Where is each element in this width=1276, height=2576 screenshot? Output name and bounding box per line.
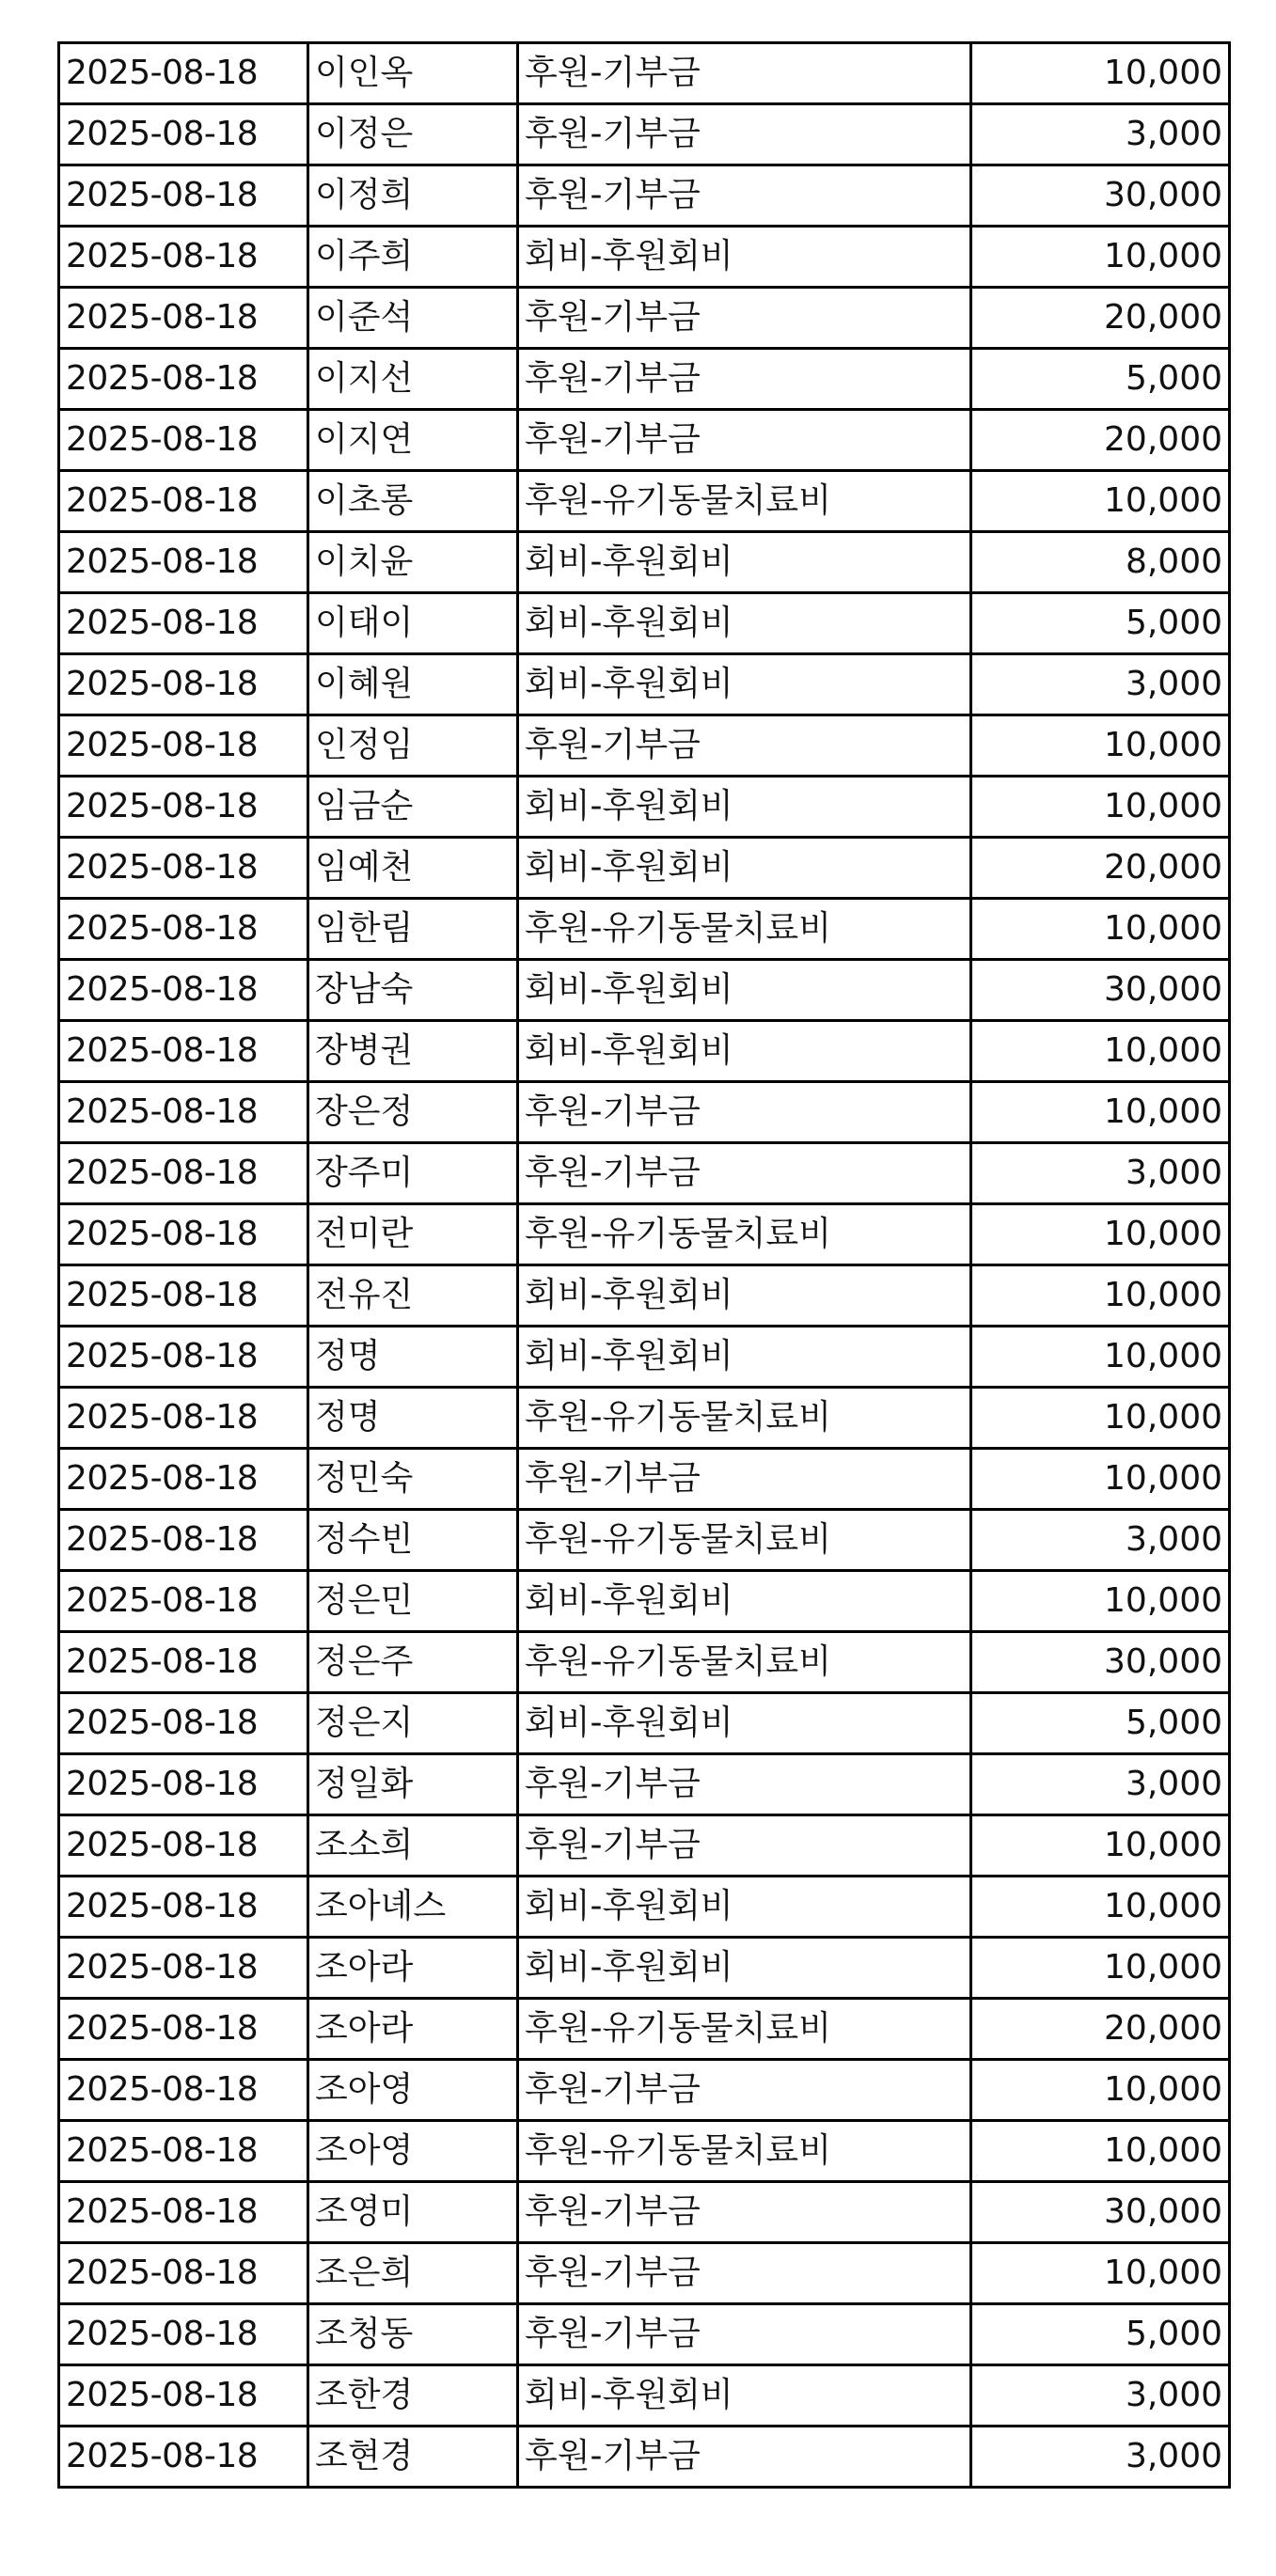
table-row: [59, 1204, 1230, 1265]
date-cell: 2025-08-18: [59, 2060, 308, 2121]
name-cell: 임금순: [308, 777, 518, 838]
amount-cell: 30,000: [971, 165, 1230, 227]
name-cell: 이준석: [308, 288, 518, 349]
date-cell: 2025-08-18: [59, 838, 308, 899]
category-cell: 회비-후원회비: [518, 1693, 971, 1754]
date-cell: 2025-08-18: [59, 1327, 308, 1388]
name-cell: 임예천: [308, 838, 518, 899]
category-cell: 회비-후원회비: [518, 1265, 971, 1327]
name-cell: 정일화: [308, 1754, 518, 1815]
category-cell: 회비-후원회비: [518, 532, 971, 593]
name-cell: 이태이: [308, 593, 518, 654]
category-cell: 회비-후원회비: [518, 1327, 971, 1388]
amount-cell: 10,000: [971, 1327, 1230, 1388]
category-cell: 회비-후원회비: [518, 1571, 971, 1632]
category-cell: 후원-기부금: [518, 288, 971, 349]
name-cell: 정민숙: [308, 1449, 518, 1510]
category-cell: 후원-기부금: [518, 349, 971, 410]
donation-table-body: [59, 43, 1230, 2488]
table-row: [59, 165, 1230, 227]
name-cell: 장병권: [308, 1021, 518, 1082]
table-row: [59, 471, 1230, 532]
name-cell: 조아영: [308, 2121, 518, 2182]
table-row: [59, 2243, 1230, 2304]
date-cell: 2025-08-18: [59, 715, 308, 777]
table-row: [59, 349, 1230, 410]
table-row: [59, 1999, 1230, 2060]
name-cell: 정명: [308, 1388, 518, 1449]
name-cell: 정수빈: [308, 1510, 518, 1571]
amount-cell: 20,000: [971, 288, 1230, 349]
category-cell: 회비-후원회비: [518, 838, 971, 899]
table-row: [59, 1388, 1230, 1449]
date-cell: 2025-08-18: [59, 1021, 308, 1082]
amount-cell: 5,000: [971, 593, 1230, 654]
date-cell: 2025-08-18: [59, 1388, 308, 1449]
date-cell: 2025-08-18: [59, 1143, 308, 1204]
name-cell: 조한경: [308, 2365, 518, 2427]
category-cell: 후원-유기동물치료비: [518, 1632, 971, 1693]
name-cell: 정은주: [308, 1632, 518, 1693]
category-cell: 후원-기부금: [518, 2060, 971, 2121]
table-row: [59, 1265, 1230, 1327]
category-cell: 회비-후원회비: [518, 960, 971, 1021]
date-cell: 2025-08-18: [59, 288, 308, 349]
date-cell: 2025-08-18: [59, 2182, 308, 2243]
table-row: [59, 960, 1230, 1021]
amount-cell: 5,000: [971, 1693, 1230, 1754]
name-cell: 이치윤: [308, 532, 518, 593]
category-cell: 후원-기부금: [518, 1449, 971, 1510]
amount-cell: 20,000: [971, 410, 1230, 471]
date-cell: 2025-08-18: [59, 43, 308, 104]
category-cell: 후원-유기동물치료비: [518, 2121, 971, 2182]
amount-cell: 3,000: [971, 104, 1230, 165]
date-cell: 2025-08-18: [59, 1754, 308, 1815]
date-cell: 2025-08-18: [59, 2121, 308, 2182]
table-row: [59, 1632, 1230, 1693]
category-cell: 후원-기부금: [518, 165, 971, 227]
date-cell: 2025-08-18: [59, 2304, 308, 2365]
date-cell: 2025-08-18: [59, 1449, 308, 1510]
category-cell: 후원-기부금: [518, 2304, 971, 2365]
category-cell: 후원-기부금: [518, 410, 971, 471]
category-cell: 회비-후원회비: [518, 654, 971, 715]
date-cell: 2025-08-18: [59, 165, 308, 227]
table-row: [59, 532, 1230, 593]
table-row: [59, 1693, 1230, 1754]
amount-cell: 3,000: [971, 1754, 1230, 1815]
amount-cell: 10,000: [971, 777, 1230, 838]
date-cell: 2025-08-18: [59, 1571, 308, 1632]
date-cell: 2025-08-18: [59, 1510, 308, 1571]
table-row: [59, 1327, 1230, 1388]
date-cell: 2025-08-18: [59, 104, 308, 165]
amount-cell: 10,000: [971, 715, 1230, 777]
category-cell: 회비-후원회비: [518, 777, 971, 838]
amount-cell: 3,000: [971, 1510, 1230, 1571]
table-row: [59, 1510, 1230, 1571]
category-cell: 회비-후원회비: [518, 2365, 971, 2427]
table-row: [59, 1449, 1230, 1510]
table-row: [59, 410, 1230, 471]
table-row: [59, 715, 1230, 777]
table-row: [59, 1815, 1230, 1877]
table-row: [59, 777, 1230, 838]
name-cell: 정명: [308, 1327, 518, 1388]
date-cell: 2025-08-18: [59, 1999, 308, 2060]
name-cell: 장주미: [308, 1143, 518, 1204]
table-row: [59, 838, 1230, 899]
amount-cell: 3,000: [971, 1143, 1230, 1204]
table-row: [59, 2427, 1230, 2488]
table-row: [59, 1571, 1230, 1632]
name-cell: 조소희: [308, 1815, 518, 1877]
category-cell: 후원-기부금: [518, 2182, 971, 2243]
category-cell: 회비-후원회비: [518, 227, 971, 288]
amount-cell: 30,000: [971, 1632, 1230, 1693]
date-cell: 2025-08-18: [59, 899, 308, 960]
amount-cell: 10,000: [971, 471, 1230, 532]
name-cell: 임한림: [308, 899, 518, 960]
category-cell: 회비-후원회비: [518, 593, 971, 654]
amount-cell: 10,000: [971, 1021, 1230, 1082]
amount-cell: 20,000: [971, 1999, 1230, 2060]
table-row: [59, 288, 1230, 349]
date-cell: 2025-08-18: [59, 1938, 308, 1999]
date-cell: 2025-08-18: [59, 1877, 308, 1938]
table-row: [59, 593, 1230, 654]
name-cell: 장은정: [308, 1082, 518, 1143]
name-cell: 전유진: [308, 1265, 518, 1327]
date-cell: 2025-08-18: [59, 2243, 308, 2304]
category-cell: 후원-기부금: [518, 43, 971, 104]
date-cell: 2025-08-18: [59, 1815, 308, 1877]
table-row: [59, 227, 1230, 288]
amount-cell: 10,000: [971, 1449, 1230, 1510]
date-cell: 2025-08-18: [59, 593, 308, 654]
amount-cell: 3,000: [971, 2427, 1230, 2488]
amount-cell: 10,000: [971, 1877, 1230, 1938]
table-row: [59, 43, 1230, 104]
table-row: [59, 1082, 1230, 1143]
category-cell: 후원-기부금: [518, 715, 971, 777]
name-cell: 이혜원: [308, 654, 518, 715]
table-row: [59, 1877, 1230, 1938]
category-cell: 후원-유기동물치료비: [518, 1204, 971, 1265]
date-cell: 2025-08-18: [59, 349, 308, 410]
name-cell: 이인옥: [308, 43, 518, 104]
date-cell: 2025-08-18: [59, 777, 308, 838]
name-cell: 이지연: [308, 410, 518, 471]
date-cell: 2025-08-18: [59, 227, 308, 288]
amount-cell: 20,000: [971, 838, 1230, 899]
date-cell: 2025-08-18: [59, 1265, 308, 1327]
category-cell: 후원-기부금: [518, 1754, 971, 1815]
date-cell: 2025-08-18: [59, 1632, 308, 1693]
amount-cell: 10,000: [971, 1571, 1230, 1632]
donation-table: [57, 41, 1231, 2489]
category-cell: 후원-유기동물치료비: [518, 471, 971, 532]
date-cell: 2025-08-18: [59, 532, 308, 593]
category-cell: 후원-기부금: [518, 2427, 971, 2488]
category-cell: 후원-유기동물치료비: [518, 899, 971, 960]
amount-cell: 30,000: [971, 960, 1230, 1021]
category-cell: 후원-유기동물치료비: [518, 1510, 971, 1571]
name-cell: 이초롱: [308, 471, 518, 532]
date-cell: 2025-08-18: [59, 1082, 308, 1143]
amount-cell: 10,000: [971, 1082, 1230, 1143]
category-cell: 후원-기부금: [518, 2243, 971, 2304]
table-row: [59, 2304, 1230, 2365]
name-cell: 조아녜스: [308, 1877, 518, 1938]
category-cell: 후원-기부금: [518, 104, 971, 165]
category-cell: 회비-후원회비: [518, 1938, 971, 1999]
date-cell: 2025-08-18: [59, 2427, 308, 2488]
name-cell: 전미란: [308, 1204, 518, 1265]
date-cell: 2025-08-18: [59, 1693, 308, 1754]
date-cell: 2025-08-18: [59, 654, 308, 715]
name-cell: 조아라: [308, 1938, 518, 1999]
amount-cell: 30,000: [971, 2182, 1230, 2243]
amount-cell: 10,000: [971, 43, 1230, 104]
date-cell: 2025-08-18: [59, 471, 308, 532]
date-cell: 2025-08-18: [59, 960, 308, 1021]
name-cell: 정은지: [308, 1693, 518, 1754]
name-cell: 조현경: [308, 2427, 518, 2488]
date-cell: 2025-08-18: [59, 1204, 308, 1265]
amount-cell: 3,000: [971, 654, 1230, 715]
amount-cell: 5,000: [971, 2304, 1230, 2365]
amount-cell: 5,000: [971, 349, 1230, 410]
name-cell: 이정은: [308, 104, 518, 165]
date-cell: 2025-08-18: [59, 410, 308, 471]
category-cell: 회비-후원회비: [518, 1877, 971, 1938]
amount-cell: 8,000: [971, 532, 1230, 593]
name-cell: 조은희: [308, 2243, 518, 2304]
table-row: [59, 2182, 1230, 2243]
amount-cell: 10,000: [971, 2060, 1230, 2121]
category-cell: 회비-후원회비: [518, 1021, 971, 1082]
category-cell: 후원-기부금: [518, 1143, 971, 1204]
amount-cell: 10,000: [971, 1204, 1230, 1265]
table-row: [59, 2121, 1230, 2182]
table-row: [59, 654, 1230, 715]
name-cell: 조청동: [308, 2304, 518, 2365]
name-cell: 조영미: [308, 2182, 518, 2243]
category-cell: 후원-유기동물치료비: [518, 1388, 971, 1449]
name-cell: 이지선: [308, 349, 518, 410]
table-row: [59, 1938, 1230, 1999]
table-row: [59, 899, 1230, 960]
table-row: [59, 2060, 1230, 2121]
amount-cell: 10,000: [971, 1815, 1230, 1877]
table-row: [59, 1754, 1230, 1815]
amount-cell: 10,000: [971, 2243, 1230, 2304]
category-cell: 후원-기부금: [518, 1082, 971, 1143]
name-cell: 이정희: [308, 165, 518, 227]
amount-cell: 10,000: [971, 899, 1230, 960]
table-row: [59, 104, 1230, 165]
amount-cell: 10,000: [971, 2121, 1230, 2182]
amount-cell: 10,000: [971, 1388, 1230, 1449]
date-cell: 2025-08-18: [59, 2365, 308, 2427]
amount-cell: 10,000: [971, 227, 1230, 288]
amount-cell: 10,000: [971, 1265, 1230, 1327]
table-row: [59, 2365, 1230, 2427]
table-row: [59, 1021, 1230, 1082]
name-cell: 조아라: [308, 1999, 518, 2060]
name-cell: 인정임: [308, 715, 518, 777]
amount-cell: 10,000: [971, 1938, 1230, 1999]
name-cell: 장남숙: [308, 960, 518, 1021]
name-cell: 조아영: [308, 2060, 518, 2121]
name-cell: 이주희: [308, 227, 518, 288]
category-cell: 후원-유기동물치료비: [518, 1999, 971, 2060]
category-cell: 후원-기부금: [518, 1815, 971, 1877]
name-cell: 정은민: [308, 1571, 518, 1632]
table-row: [59, 1143, 1230, 1204]
amount-cell: 3,000: [971, 2365, 1230, 2427]
